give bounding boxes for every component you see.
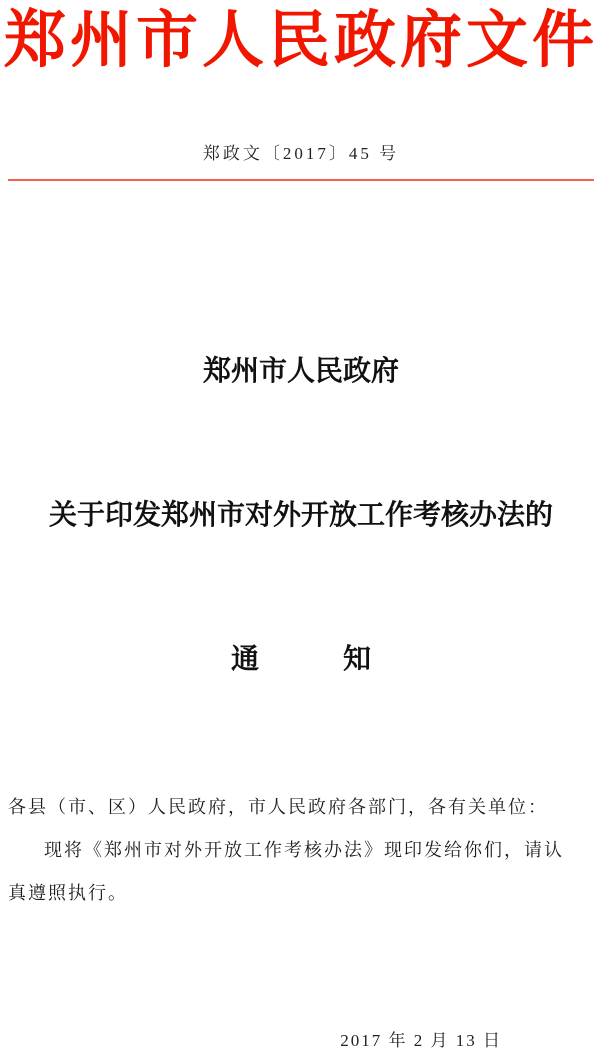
notice-title-line-1: 郑州市人民政府 (202, 356, 399, 387)
notice-title-line-3: 通 知 (230, 644, 371, 675)
body-salutation: 各县（市、区）人民政府，市人民政府各部门，各有关单位： (8, 797, 548, 817)
notice-body (8, 786, 594, 915)
document-date: 2017 年 2 月 13 日 (340, 1031, 502, 1050)
notice-title (0, 252, 602, 780)
document-number: 郑政文〔2017〕45 号 (202, 144, 400, 163)
body-paragraph-line-2: 真遵照执行。 (8, 883, 128, 903)
document-masthead-title: 郑州市人民政府文件 (3, 7, 598, 75)
body-paragraph-line-1: 现将《郑州市对外开放工作考核办法》现印发给你们，请认 (44, 840, 564, 860)
masthead-divider-line (8, 179, 594, 181)
notice-title-line-2: 关于印发郑州市对外开放工作考核办法的 (48, 500, 553, 531)
